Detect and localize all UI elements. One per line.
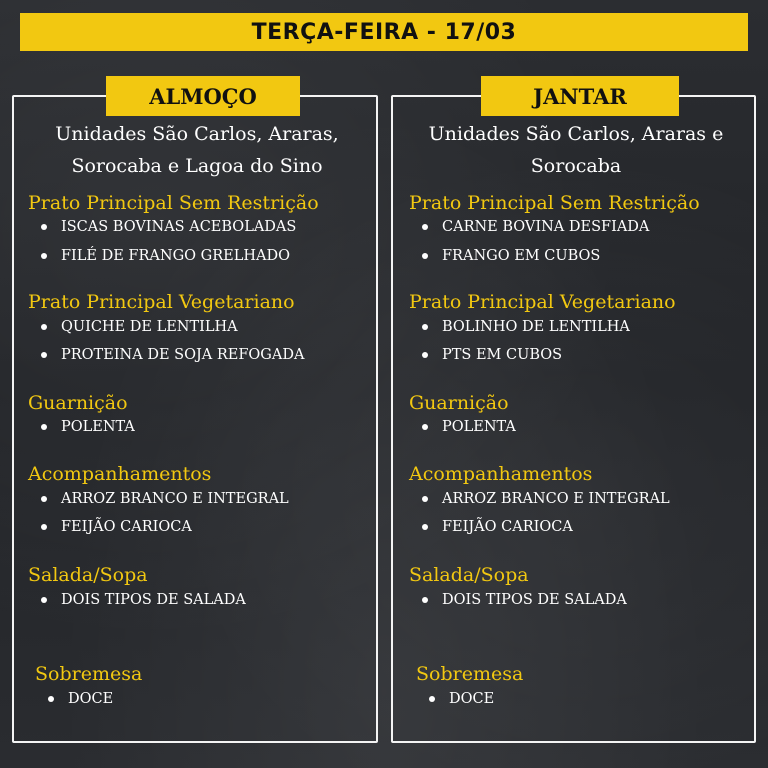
day-title: TERÇA-FEIRA - 17/03 [251,19,517,45]
lunch-sides-heading: Acompanhamentos [28,463,212,485]
dinner-main-vegetarian-heading: Prato Principal Vegetariano [409,291,676,313]
list-item: ARROZ BRANCO E INTEGRAL [41,491,289,507]
dinner-salad-heading: Salada/Sopa [409,564,529,586]
day-banner [20,13,748,51]
bullet-icon [422,224,428,230]
lunch-dessert-heading: Sobremesa [35,663,143,685]
bullet-icon [422,324,428,330]
list-item: DOIS TIPOS DE SALADA [41,592,246,608]
bullet-icon [422,524,428,530]
bullet-icon [41,597,47,603]
list-item: CARNE BOVINA DESFIADA [422,219,649,235]
bullet-icon [422,253,428,259]
list-item: QUICHE DE LENTILHA [41,319,238,335]
bullet-icon [48,696,54,702]
lunch-main-unrestricted-heading: Prato Principal Sem Restrição [28,192,319,214]
list-item: POLENTA [422,419,516,435]
lunch-garnish-heading: Guarnição [28,392,128,414]
dinner-dessert-heading: Sobremesa [416,663,524,685]
dinner-units [396,118,756,182]
bullet-icon [41,424,47,430]
list-item: FEIJÃO CARIOCA [41,519,192,535]
lunch-units-line2: Sorocaba e Lagoa do Sino [71,155,323,177]
dinner-title: JANTAR [533,83,627,109]
bullet-icon [41,224,47,230]
bullet-icon [422,352,428,358]
lunch-salad-heading: Salada/Sopa [28,564,148,586]
list-item: DOCE [429,691,494,707]
dinner-sides-heading: Acompanhamentos [409,463,593,485]
lunch-units [20,118,374,182]
list-item: PTS EM CUBOS [422,347,562,363]
dinner-tab [481,76,679,116]
list-item: DOIS TIPOS DE SALADA [422,592,627,608]
lunch-tab [106,76,300,116]
lunch-units-line1: Unidades São Carlos, Araras, [55,123,339,145]
bullet-icon [41,496,47,502]
bullet-icon [41,253,47,259]
list-item: FRANGO EM CUBOS [422,248,600,264]
list-item: DOCE [48,691,113,707]
bullet-icon [422,597,428,603]
list-item: FEIJÃO CARIOCA [422,519,573,535]
lunch-title: ALMOÇO [149,83,257,109]
bullet-icon [41,352,47,358]
lunch-main-vegetarian-heading: Prato Principal Vegetariano [28,291,295,313]
list-item: ISCAS BOVINAS ACEBOLADAS [41,219,296,235]
bullet-icon [429,696,435,702]
dinner-units-line2: Sorocaba [530,155,622,177]
list-item: BOLINHO DE LENTILHA [422,319,630,335]
list-item: ARROZ BRANCO E INTEGRAL [422,491,670,507]
list-item: POLENTA [41,419,135,435]
bullet-icon [422,496,428,502]
list-item: PROTEINA DE SOJA REFOGADA [41,347,304,363]
bullet-icon [422,424,428,430]
bullet-icon [41,524,47,530]
bullet-icon [41,324,47,330]
dinner-garnish-heading: Guarnição [409,392,509,414]
dinner-main-unrestricted-heading: Prato Principal Sem Restrição [409,192,700,214]
dinner-units-line1: Unidades São Carlos, Araras e [428,123,724,145]
list-item: FILÉ DE FRANGO GRELHADO [41,248,290,264]
